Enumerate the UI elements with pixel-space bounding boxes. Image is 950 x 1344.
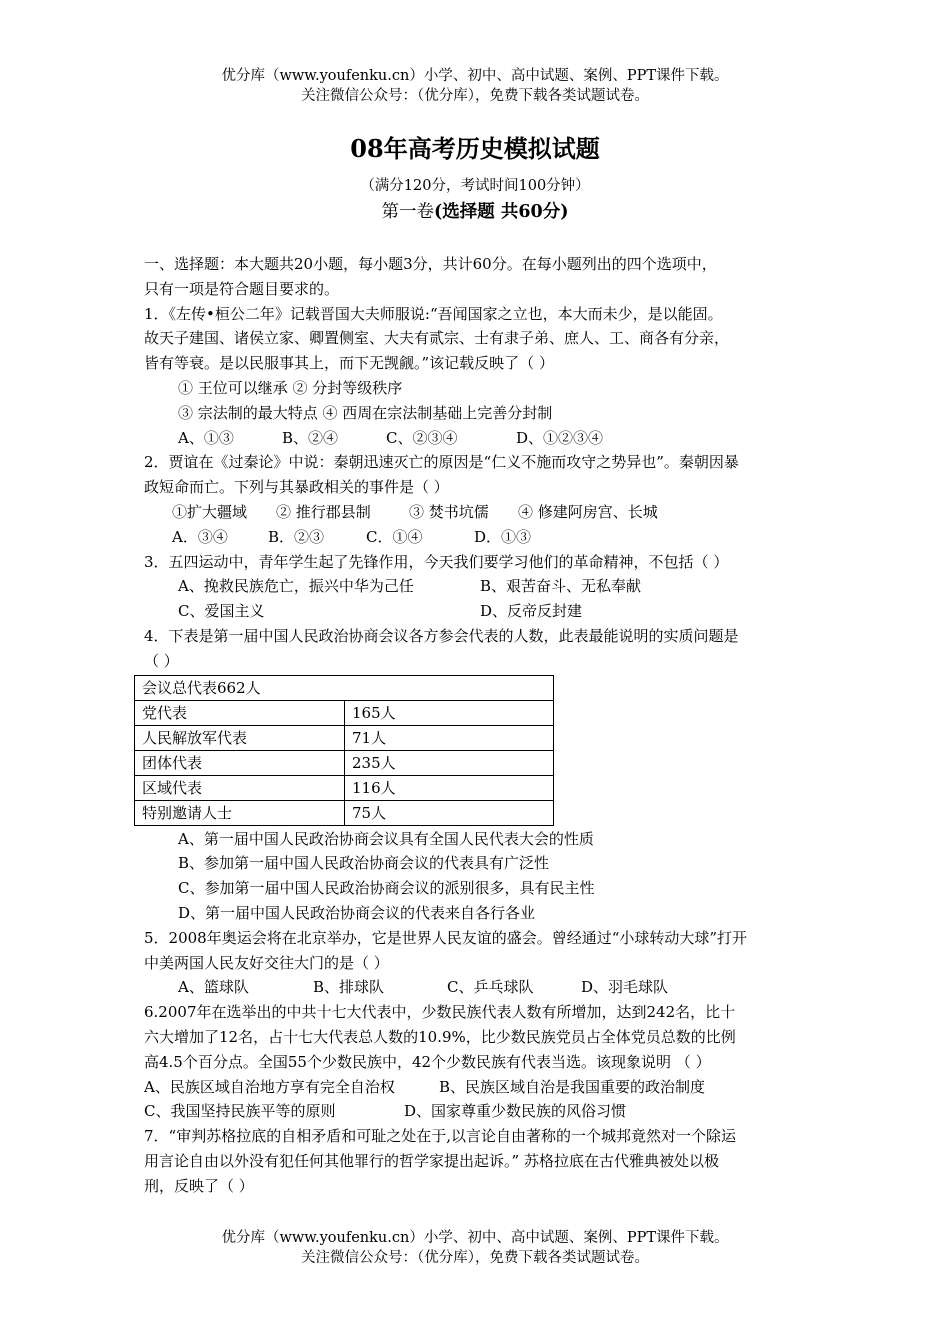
- option-d: D、国家尊重少数民族的风俗习惯: [404, 1102, 627, 1121]
- page-footer: [0, 1228, 950, 1268]
- option-c: C、参加第一届中国人民政治协商会议的派别很多，具有民主性: [178, 879, 595, 898]
- table-cell-category: 党代表: [135, 700, 345, 725]
- question-stem-line: 高4.5个百分点。全国55个少数民族中，42个少数民族有代表当选。该现象说明 （ ）: [144, 1052, 711, 1071]
- question-3: [144, 550, 812, 624]
- option-c: C、②③④: [386, 428, 458, 447]
- options-row: [144, 1075, 812, 1100]
- table-cell-category: 团体代表: [135, 750, 345, 775]
- question-stem-line: （ ）: [144, 651, 179, 670]
- question-item: ② 推行郡县制: [276, 502, 371, 521]
- question-stem-line: 6.2007年在选举出的中共十七大代表中，少数民族代表人数有所增加，达到242名，比十: [144, 1003, 736, 1022]
- page-header: [0, 66, 950, 106]
- volume-heading: [0, 200, 950, 224]
- option-b: B、参加第一届中国人民政治协商会议的代表具有广泛性: [178, 854, 550, 873]
- question-stem-line: 中美两国人民友好交往大门的是（ ）: [144, 953, 389, 972]
- option-a: A、①③: [178, 428, 234, 447]
- option-b: B、排球队: [313, 978, 385, 997]
- exam-content: [144, 252, 812, 1199]
- option-d: D、反帝反封建: [480, 602, 583, 621]
- option-b: B、艰苦奋斗、无私奉献: [480, 577, 642, 596]
- exam-subtitle: （满分120分，考试时间100分钟）: [360, 178, 590, 194]
- question-item: ③ 焚书坑儒: [409, 502, 489, 521]
- question-item: ④ 修建阿房宫、长城: [518, 502, 658, 521]
- table-header-row: [135, 675, 554, 700]
- question-5: [144, 926, 812, 1000]
- table-header-cell: 会议总代表662人: [135, 675, 554, 700]
- question-stem-line: 5．2008年奥运会将在北京举办，它是世界人民友谊的盛会。曾经通过“小球转动大球”打开: [144, 928, 748, 947]
- question-stem-line: 1．《左传•桓公二年》记载晋国大夫师服说:“吾闻国家之立也，本大而未少，是以能固。: [144, 304, 723, 323]
- table-cell-count: 165人: [345, 700, 554, 725]
- option-c: C、我国坚持民族平等的原则: [144, 1102, 336, 1121]
- table-cell-count: 75人: [345, 800, 554, 825]
- option-b: B、②④: [282, 428, 339, 447]
- question-item-line: ③ 宗法制的最大特点 ④ 西周在宗法制基础上完善分封制: [178, 403, 553, 422]
- table-cell-count: 116人: [345, 775, 554, 800]
- question-1: [144, 302, 812, 451]
- options-row: [144, 574, 812, 599]
- question-stem-line: 政短命而亡。下列与其暴政相关的事件是（ ）: [144, 478, 449, 497]
- table-row: [135, 775, 554, 800]
- option-c: C．①④: [366, 527, 423, 546]
- option-a: A．③④: [172, 527, 228, 546]
- question-4: [144, 624, 812, 926]
- option-b: B、民族区域自治是我国重要的政治制度: [439, 1077, 706, 1096]
- question-6: [144, 1000, 812, 1124]
- footer-line-2: 关注微信公众号：（优分库），免费下载各类试题试卷。: [301, 1250, 649, 1266]
- option-c: C、乒乓球队: [447, 978, 534, 997]
- table-cell-category: 区域代表: [135, 775, 345, 800]
- question-stem-line: 故天子建国、诸侯立家、卿置侧室、大夫有贰宗、士有隶子弟、庶人、工、商各有分亲，: [144, 329, 730, 348]
- options-row: [144, 599, 812, 624]
- table-cell-category: 人民解放军代表: [135, 725, 345, 750]
- options-row: [144, 525, 812, 550]
- options-row: [144, 975, 812, 1000]
- option-d: D、①②③④: [516, 428, 604, 447]
- footer-line-1: 优分库（www.youfenku.cn）小学、初中、高中试题、案例、PPT课件下载。: [221, 1230, 729, 1246]
- option-a: A、第一届中国人民政治协商会议具有全国人民代表大会的性质: [178, 829, 594, 848]
- table-row: [135, 725, 554, 750]
- volume-label: (选择题 共60分): [433, 202, 569, 222]
- section-intro-line: 只有一项是符合题目要求的。: [144, 279, 340, 298]
- question-7: [144, 1124, 812, 1198]
- option-a: A、篮球队: [178, 978, 249, 997]
- table-row: [135, 800, 554, 825]
- question-stem-line: 4．下表是第一届中国人民政治协商会议各方参会代表的人数，此表最能说明的实质问题是: [144, 626, 739, 645]
- option-c: C、爱国主义: [178, 602, 265, 621]
- question-stem-line: 2．贾谊在《过秦论》中说：秦朝迅速灭亡的原因是“仁义不施而攻守之势异也”。秦朝因暴: [144, 453, 739, 472]
- header-line-2: 关注微信公众号：（优分库），免费下载各类试题试卷。: [301, 88, 649, 104]
- option-b: B．②③: [268, 527, 325, 546]
- question-items-row: [144, 500, 812, 525]
- option-d: D、羽毛球队: [581, 978, 669, 997]
- option-d: D．①③: [474, 527, 532, 546]
- volume-prefix: 第一卷: [381, 202, 434, 222]
- option-a: A、民族区域自治地方享有完全自治权: [144, 1077, 395, 1096]
- header-line-1: 优分库（www.youfenku.cn）小学、初中、高中试题、案例、PPT课件下载。: [221, 68, 729, 84]
- table-cell-count: 235人: [345, 750, 554, 775]
- question-stem-line: 刑，反映了（ ）: [144, 1176, 254, 1195]
- table-row: [135, 750, 554, 775]
- question-stem-line: 3．五四运动中，青年学生起了先锋作用，今天我们要学习他们的革命精神，不包括（ ）: [144, 552, 729, 571]
- section-intro-line: 一、选择题：本大题共20小题，每小题3分，共计60分。在每小题列出的四个选项中，: [144, 255, 717, 273]
- option-d: D、第一届中国人民政治协商会议的代表来自各行各业: [178, 903, 536, 922]
- question-item: ①扩大疆域: [172, 502, 248, 521]
- table-row: [135, 700, 554, 725]
- options-row: [144, 426, 812, 451]
- question-stem-line: 7．“审判苏格拉底的自相矛盾和可耻之处在于,以言论自由著称的一个城邦竟然对一个除运: [144, 1127, 736, 1146]
- table-cell-count: 71人: [345, 725, 554, 750]
- options-row: [144, 1099, 812, 1124]
- question-2: [144, 450, 812, 549]
- question-stem-line: 用言论自由以外没有犯任何其他罪行的哲学家提出起诉。” 苏格拉底在古代雅典被处以极: [144, 1151, 719, 1170]
- table-cell-category: 特别邀请人士: [135, 800, 345, 825]
- question-stem-line: 六大增加了12名，占十七大代表总人数的10.9%，比少数民族党员占全体党员总数的比例: [144, 1027, 736, 1046]
- question-stem-line: 皆有等衰。是以民服事其上，而下无觊觎。”该记载反映了（ ）: [144, 354, 554, 373]
- question-item-line: ① 王位可以继承 ② 分封等级秩序: [178, 378, 403, 397]
- delegate-table: [134, 675, 554, 826]
- exam-title: 08年高考历史模拟试题: [350, 134, 600, 163]
- option-a: A、挽救民族危亡，振兴中华为己任: [178, 577, 414, 596]
